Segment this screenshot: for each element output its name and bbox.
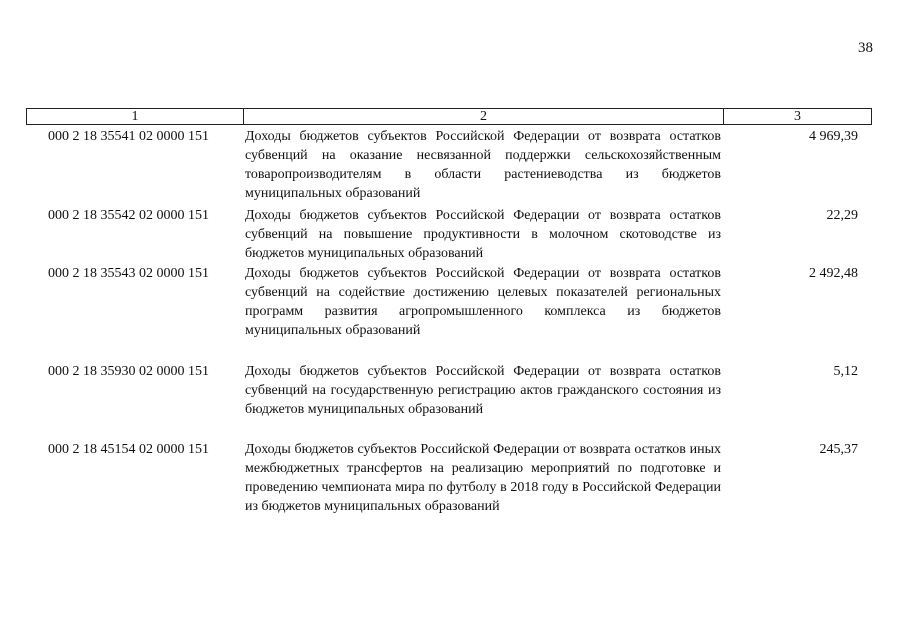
budget-code: 000 2 18 35930 02 0000 151 [48, 364, 209, 379]
page-number: 38 [858, 40, 873, 56]
budget-code: 000 2 18 45154 02 0000 151 [48, 442, 209, 457]
income-description: Доходы бюджетов субъектов Российской Федерации от возврата остатков субвенций на государственную регистрацию актов гражданского состояния из бюджетов муниципальных образований [245, 364, 721, 417]
amount-value: 5,12 [833, 364, 858, 379]
amount-value: 2 492,48 [809, 266, 858, 281]
table-header-row [26, 108, 872, 125]
income-description: Доходы бюджетов субъектов Российской Федерации от возврата остатков субвенций на повышение продуктивности в молочном скотоводстве из бюджетов муниципальных образований [245, 208, 721, 261]
income-description: Доходы бюджетов субъектов Российской Федерации от возврата остатков субвенций на оказание несвязанной поддержки сельскохозяйственным товаропроизводителям в области растениеводства из бюджетов муниципальных образований [245, 129, 721, 201]
column-header-1: 1 [27, 109, 244, 124]
amount-value: 22,29 [826, 208, 858, 223]
income-description: Доходы бюджетов субъектов Российской Федерации от возврата остатков иных межбюджетных трансфертов на реализацию мероприятий по подготовке и проведению чемпионата мира по футболу в 2018 году в Российской Федерации из бюджетов муниципальных образований [245, 442, 721, 514]
income-description: Доходы бюджетов субъектов Российской Федерации от возврата остатков субвенций на содействие достижению целевых показателей региональных программ развития агропромышленного комплекса из бюджетов муниципальных образований [245, 266, 721, 338]
column-header-3: 3 [794, 109, 801, 124]
column-header-2: 2 [244, 109, 724, 124]
budget-code: 000 2 18 35541 02 0000 151 [48, 129, 209, 144]
budget-code: 000 2 18 35543 02 0000 151 [48, 266, 209, 281]
budget-code: 000 2 18 35542 02 0000 151 [48, 208, 209, 223]
amount-value: 4 969,39 [809, 129, 858, 144]
amount-value: 245,37 [819, 442, 858, 457]
